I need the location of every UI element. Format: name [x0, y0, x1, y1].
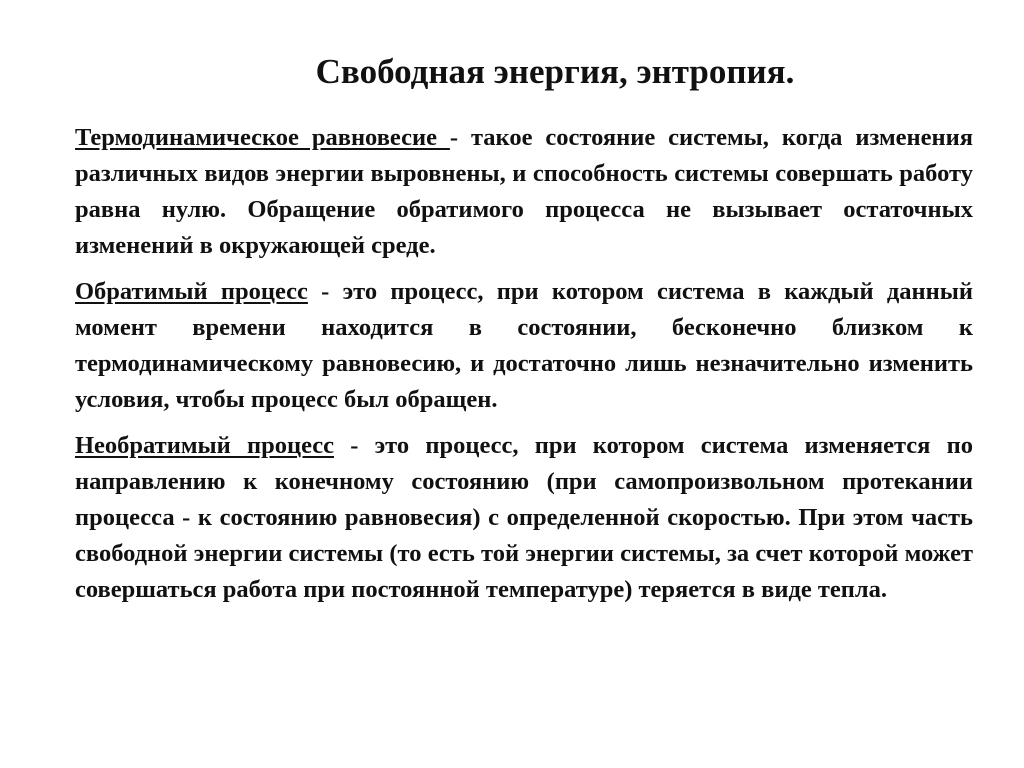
term-thermodynamic-equilibrium: Термодинамическое равновесие: [75, 124, 450, 151]
term-reversible-process: Обратимый процесс: [75, 278, 308, 305]
definition-irreversible-process: - это процесс, при котором система изменяется по направлению к конечному состоянию (при самопроизвольном протекании процесса - к состоянию равновесия) с определенной скоростью. При этом часть свободной энергии системы (то есть той энергии системы, за счет которой может совершаться работа при постоянной температуре) теряется в виде тепла.: [75, 432, 973, 603]
slide-title: Свободная энергия, энтропия.: [315, 52, 795, 91]
definition-thermodynamic-equilibrium: - такое состояние системы, когда изменения различных видов энергии выровнены, и способность системы совершать работу равна нулю. Обращение обратимого процесса не вызывает остаточных изменений в окружающей среде.: [75, 124, 973, 259]
paragraph-irreversible-process: [75, 428, 973, 608]
definition-reversible-process: - это процесс, при котором система в каждый данный момент времени находится в состоянии, бесконечно близком к термодинамическому равновесию, и достаточно лишь незначительно изменить условия, чтобы процесс был обращен.: [75, 278, 973, 413]
term-irreversible-process: Необратимый процесс: [75, 432, 334, 459]
paragraph-thermodynamic-equilibrium: [75, 120, 973, 264]
paragraph-reversible-process: [75, 274, 973, 418]
slide-body: [75, 120, 973, 618]
